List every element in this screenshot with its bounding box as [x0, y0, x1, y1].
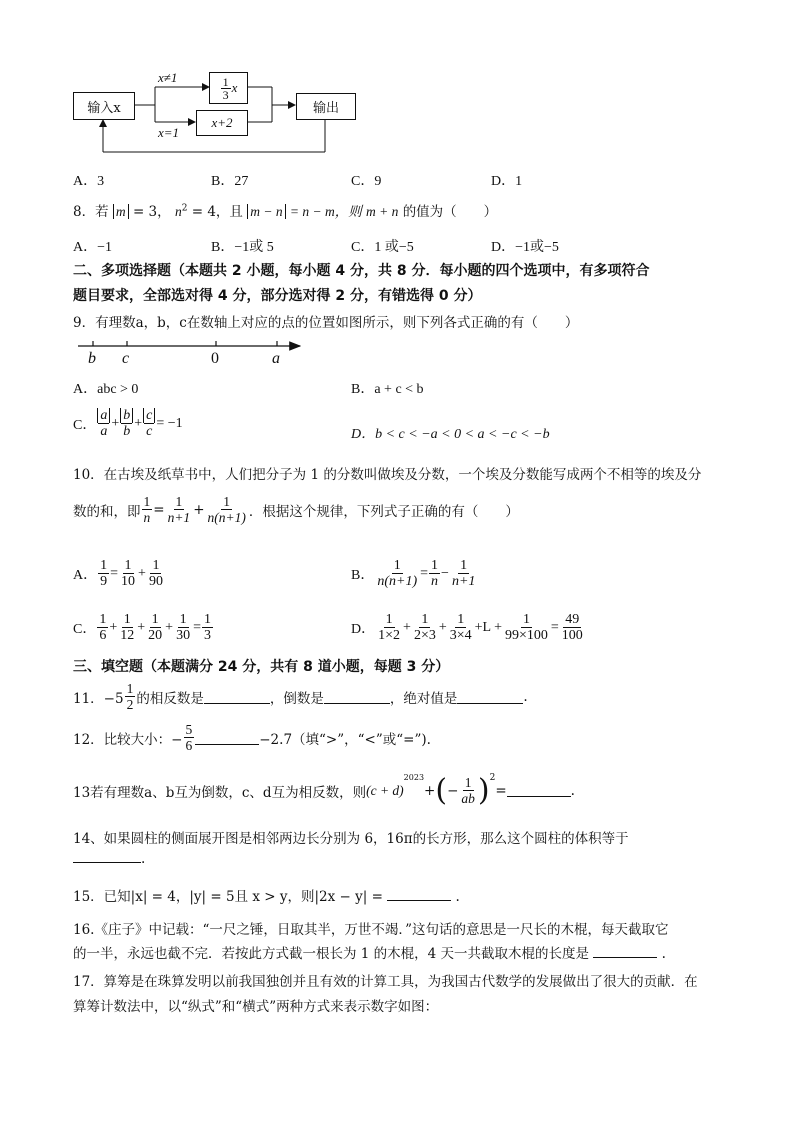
q16-line1: 16.《庄子》中记载：“一尺之锤，日取其半，万世不竭．”这句话的意思是一尺长的木棍，每天截取它 [73, 922, 669, 938]
q11-blank-reciprocal[interactable] [324, 691, 390, 704]
add-box: x+2 [196, 110, 248, 136]
q9-option-a: A．abc > 0 [73, 382, 139, 397]
q14-line1: 14、如果圆柱的侧面展开图是相邻两边长分别为 6，16π的长方形，那么这个圆柱的体积等于 [73, 831, 629, 847]
q8-option-b: B．−1或 5 [211, 240, 274, 255]
section2-heading-line1: 二、多项选择题（本题共 2 小题，每小题 4 分，共 8 分．每小题的四个选项中，有多项符合 [73, 263, 650, 279]
q8-option-a: A．−1 [73, 240, 113, 255]
q11-blank-absolute[interactable] [457, 691, 523, 704]
q15: 15．已知|x| = 4，|y| = 5且 x > y，则|2x − y| = . [73, 889, 460, 905]
section2-heading-line2: 题目要求，全部选对得 4 分，部分选对得 2 分，有错选得 0 分） [73, 288, 482, 304]
multiply-box: $\frac{1}{3}$ x [209, 72, 248, 104]
q10-line1: 10．在古埃及纸草书中，人们把分子为 1 的分数叫做埃及分数，一个埃及分数能写成两个不相等的埃及分 [73, 467, 702, 483]
q17-line1: 17．算筹是在珠算发明以前我国独创并且有效的计算工具，为我国古代数学的发展做出了很大的贡献．在 [73, 974, 698, 990]
q11: 11．−5 $\frac{1}{2}$ 的相反数是 ，倒数是 ，绝对值是 . [73, 681, 528, 712]
q10-option-d: D． $\frac{1}{1\times 2}$ + $\frac{1}{2\times 3}$ + $\frac{1}{3\times 4}$ +L + $\frac{1}{99\times 100}$ = $\frac{49}{100}$ [351, 612, 583, 643]
section3-heading: 三、填空题（本题满分 24 分，共有 8 道小题，每题 3 分） [73, 659, 450, 675]
q10-option-a: A． $\frac{1}{9}$ = $\frac{1}{10}$ + $\frac{1}{90}$ [73, 558, 163, 589]
q14-blank[interactable] [73, 850, 141, 863]
q10-line2: 数的和，即 $\frac{1}{n}$ = $\frac{1}{n+1}$ + $\frac{1}{n(n+1)}$ ．根据这个规律，下列式子正确的有（ ） [73, 494, 519, 525]
q8-option-c: C．1 或−5 [351, 240, 414, 255]
q16-blank[interactable] [593, 945, 657, 958]
axis-label-c: c [122, 350, 130, 367]
q15-blank[interactable] [387, 888, 451, 901]
q7-option-b: B．27 [211, 174, 249, 189]
axis-label-b: b [88, 350, 96, 367]
q7-option-c: C．9 [351, 174, 382, 189]
q9-option-c: C． $\frac{a}{a}$ + $\frac{b}{b}$ + $\frac{c}{c}$ = −1 [73, 408, 183, 439]
axis-label-zero: 0 [211, 350, 219, 367]
q10-option-c: C． $\frac{1}{6}$ + $\frac{1}{12}$ + $\frac{1}{20}$ + $\frac{1}{30}$ = $\frac{1}{3}$ [73, 612, 211, 643]
input-label: 输入x [87, 100, 121, 116]
q11-blank-opposite[interactable] [204, 691, 270, 704]
q8-option-d: D．−1或−5 [491, 240, 559, 255]
axis-label-a: a [272, 350, 280, 367]
q9-option-b: B．a + c < b [351, 382, 424, 397]
q7-option-d: D．1 [491, 174, 523, 189]
q16-line2: 的一半，永远也截不完．若按此方式截一根长为 1 的木棍，4 天一共截取木棍的长度是 . [73, 946, 666, 962]
condition-neq: x≠1 [158, 70, 178, 85]
q10-option-b: B． $\frac{1}{n(n+1)}$ = $\frac{1}{n}$ − $\frac{1}{n+1}$ [351, 558, 476, 589]
q13: 13若有理数a、b互为倒数，c、d互为相反数，则 (c + d) 2023 + ( − $\frac{1}{ab}$ ) $^2$ = . [73, 773, 575, 808]
q14-line2: . [73, 850, 145, 867]
q9-option-d: D．b < c < −a < 0 < a < −c < −b [351, 427, 550, 442]
q12: 12．比较大小：− $\frac{5}{6}$ −2.7（填“>”，“<”或“=”). [73, 722, 431, 753]
q13-blank[interactable] [507, 784, 571, 797]
condition-eq: x=1 [158, 125, 180, 140]
q17-line2: 算筹计数法中，以“纵式”和“横式”两种方式来表示数字如图： [73, 999, 439, 1015]
q8-stem: 8．若 m = 3， $n^2 = 4$，且 m − n = n − m，则 m + n 的值为（ ） [73, 203, 498, 220]
one-third-fraction: $\frac{1}{3}$ [222, 74, 229, 102]
q9-stem: 9．有理数a，b，c在数轴上对应的点的位置如图所示，则下列各式正确的有（ ） [73, 315, 579, 331]
q7-option-a: A．3 [73, 174, 105, 189]
q12-blank[interactable] [195, 732, 259, 745]
output-label: 输出 [312, 101, 339, 116]
